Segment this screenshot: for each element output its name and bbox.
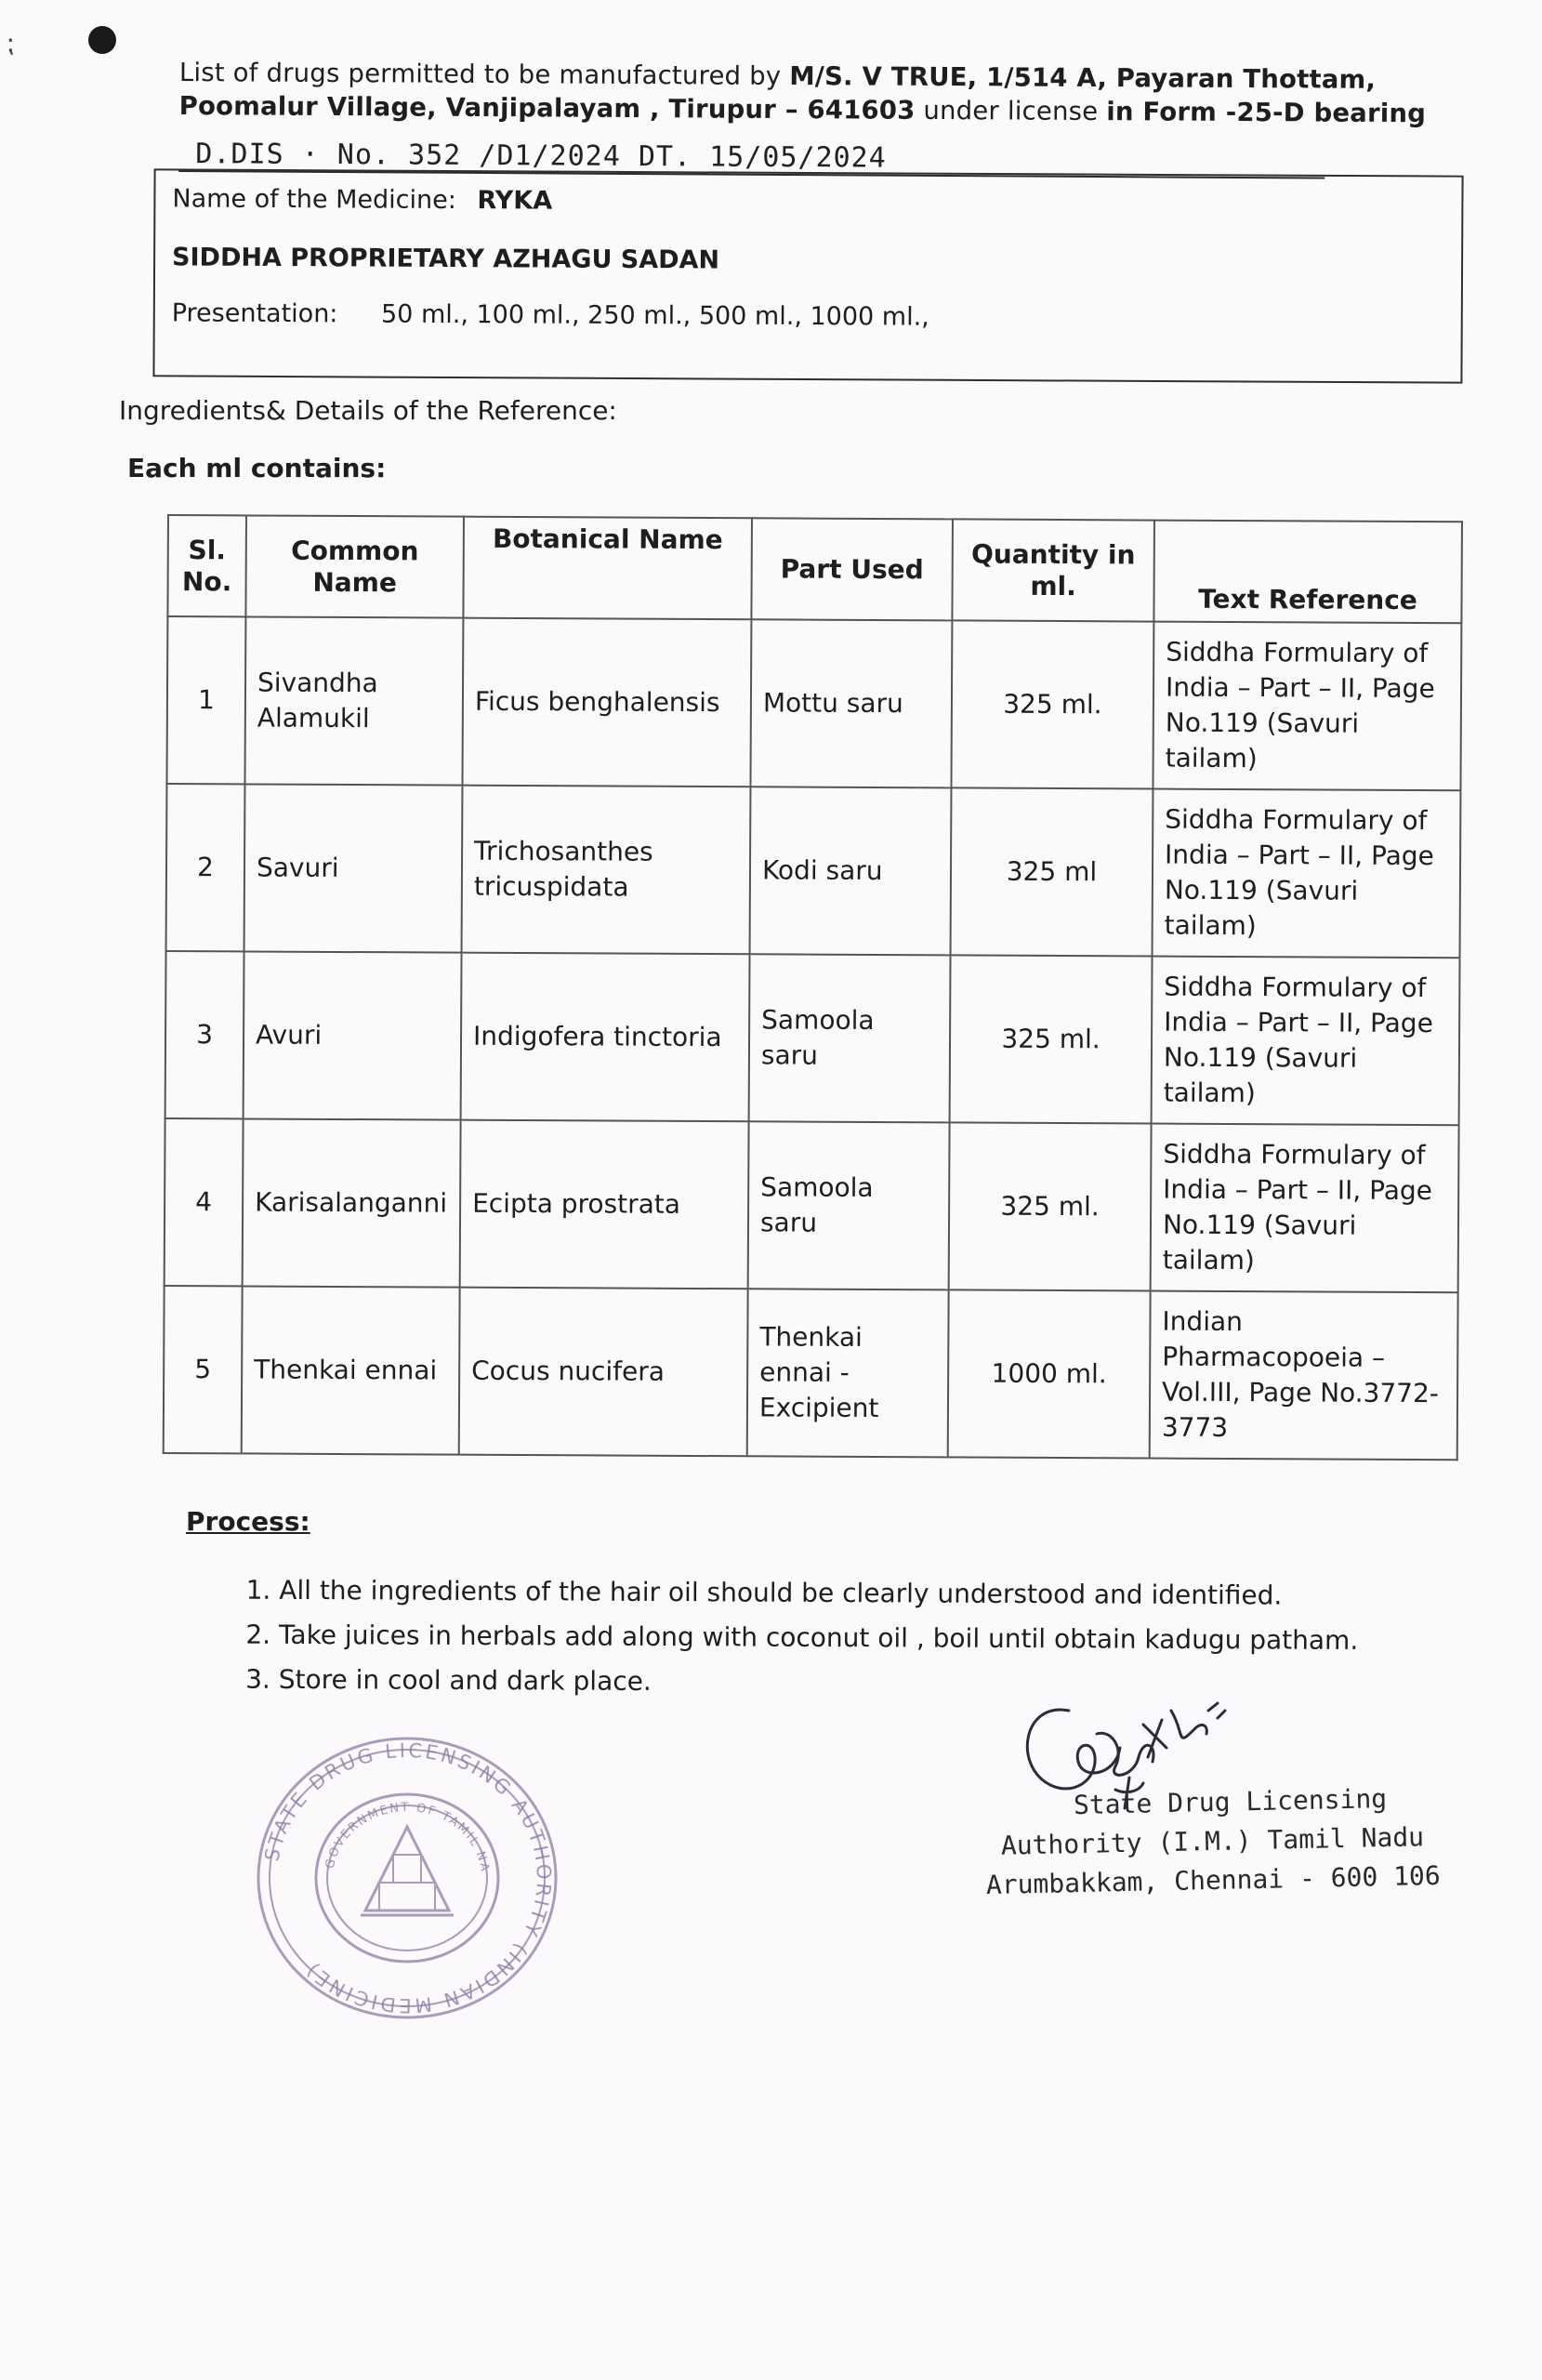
cell-botanical-name: Indigofera tinctoria xyxy=(461,953,750,1122)
header-quantity: Quantity in ml. xyxy=(952,519,1154,621)
license-form: in Form -25-D bearing xyxy=(1106,97,1427,129)
cell-quantity: 1000 ml. xyxy=(948,1289,1151,1458)
cell-common-name: Sivandha Alamukil xyxy=(244,616,463,785)
header-sl-no: Sl. No. xyxy=(167,515,246,616)
each-ml-heading: Each ml contains: xyxy=(127,453,387,483)
cell-part-used: Mottu saru xyxy=(750,619,952,787)
punch-hole xyxy=(88,26,116,54)
cell-botanical-name: Trichosanthes tricuspidata xyxy=(462,786,751,955)
cell-text-reference: Siddha Formulary of India – Part – II, Page No.119 (Savuri tailam) xyxy=(1152,957,1460,1126)
svg-text:STATE DRUG LICENSING AUTHORITY: STATE DRUG LICENSING AUTHORITY (INDIAN MEDICINE) xyxy=(260,1739,556,2017)
medicine-name-label: Name of the Medicine: xyxy=(172,184,456,216)
process-step: 3. Store in cool and dark place. xyxy=(279,1658,1487,1709)
cell-part-used: Samoola saru xyxy=(749,954,951,1122)
process-step: 2. Take juices in herbals add along with coconut oil , boil until obtain kadugu patham. xyxy=(279,1613,1487,1664)
medicine-category: SIDDHA PROPRIETARY AZHAGU SADAN xyxy=(172,243,720,275)
medicine-name-value: RYKA xyxy=(477,186,553,216)
process-step: 1. All the ingredients of the hair oil should be clearly understood and identified. xyxy=(279,1568,1487,1620)
header-botanical-name: Botanical Name xyxy=(463,517,752,620)
cell-botanical-name: Cocus nucifera xyxy=(459,1288,748,1457)
header-line-2: Poomalur Village, Vanjipalayam , Tirupur – 641603 under license in Form -25-D bearing xyxy=(178,90,1427,129)
cell-common-name: Avuri xyxy=(244,951,462,1119)
process-steps xyxy=(186,1567,1488,1708)
table-row xyxy=(165,1118,1459,1292)
manufacturer-address: Poomalur Village, Vanjipalayam , Tirupur – 641603 xyxy=(178,90,916,126)
cell-text-reference: Indian Pharmacopoeia – Vol.III, Page No.3772-3773 xyxy=(1150,1291,1458,1461)
cell-part-used: Thenkai ennai - Excipient xyxy=(747,1289,949,1457)
cell-common-name: Thenkai ennai xyxy=(242,1286,460,1454)
authority-line-2: Authority (I.M.) Tamil Nadu xyxy=(1000,1821,1425,1861)
table-header-row xyxy=(167,515,1462,623)
seal-graphic xyxy=(249,1729,565,2027)
header-part-used: Part Used xyxy=(751,518,953,620)
cell-part-used: Kodi saru xyxy=(750,787,952,955)
table-row xyxy=(165,951,1460,1125)
header-line-1: List of drugs permitted to be manufactured by M/S. V TRUE, 1/514 A, Payaran Thottam, xyxy=(178,57,1377,95)
table-row xyxy=(164,1286,1458,1460)
presentation-row xyxy=(172,298,929,331)
cell-quantity: 325 ml. xyxy=(950,955,1153,1123)
authority-line-1: State Drug Licensing xyxy=(1073,1783,1388,1821)
cell-sl-no: 2 xyxy=(166,784,245,951)
cell-sl-no: 3 xyxy=(165,951,244,1118)
authority-line-3: Arumbakkam, Chennai - 600 106 xyxy=(985,1859,1442,1901)
licensing-authority-block xyxy=(984,1778,1441,1905)
cell-quantity: 325 ml. xyxy=(951,620,1153,788)
presentation-value: 50 ml., 100 ml., 250 ml., 500 ml., 1000 ml., xyxy=(380,299,929,332)
header-common-name: Common Name xyxy=(245,515,464,617)
presentation-label: Presentation: xyxy=(171,298,338,329)
process-heading: Process: xyxy=(186,1506,310,1537)
ingredients-heading: Ingredients& Details of the Reference: xyxy=(119,395,617,426)
cell-quantity: 325 ml xyxy=(951,787,1153,956)
cell-common-name: Karisalanganni xyxy=(243,1118,461,1287)
cell-common-name: Savuri xyxy=(244,784,463,952)
cell-part-used: Samoola saru xyxy=(748,1121,950,1289)
cell-botanical-name: Ecipta prostrata xyxy=(460,1120,749,1289)
medicine-name-row xyxy=(172,184,552,215)
cell-text-reference: Siddha Formulary of India – Part – II, Page No.119 (Savuri tailam) xyxy=(1151,1124,1459,1293)
cell-sl-no: 5 xyxy=(164,1286,243,1453)
table-row xyxy=(166,616,1461,790)
manufacturer-name: M/S. V TRUE, 1/514 A, Payaran Thottam, xyxy=(789,61,1377,95)
margin-mark: ⁏ xyxy=(6,28,15,59)
ingredients-table xyxy=(163,514,1463,1461)
cell-sl-no: 1 xyxy=(166,616,245,784)
handwritten-reference: D.DIS · No. 352 /D1/2024 DT. 15/05/2024 xyxy=(195,138,887,175)
table-row xyxy=(166,784,1461,958)
cell-quantity: 325 ml. xyxy=(949,1122,1152,1290)
medicine-details-box xyxy=(152,168,1463,383)
cell-text-reference: Siddha Formulary of India – Part – II, Page No.119 (Savuri tailam) xyxy=(1153,789,1461,959)
document-header xyxy=(178,56,1443,175)
cell-text-reference: Siddha Formulary of India – Part – II, Page No.119 (Savuri tailam) xyxy=(1153,622,1461,791)
official-seal-stamp xyxy=(249,1729,565,2027)
cell-sl-no: 4 xyxy=(165,1118,244,1286)
header-text-reference: Text Reference xyxy=(1153,521,1462,624)
svg-text:GOVERNMENT OF TAMIL NADU: GOVERNMENT OF TAMIL NA xyxy=(323,1800,492,1874)
cell-botanical-name: Ficus benghalensis xyxy=(462,618,751,787)
